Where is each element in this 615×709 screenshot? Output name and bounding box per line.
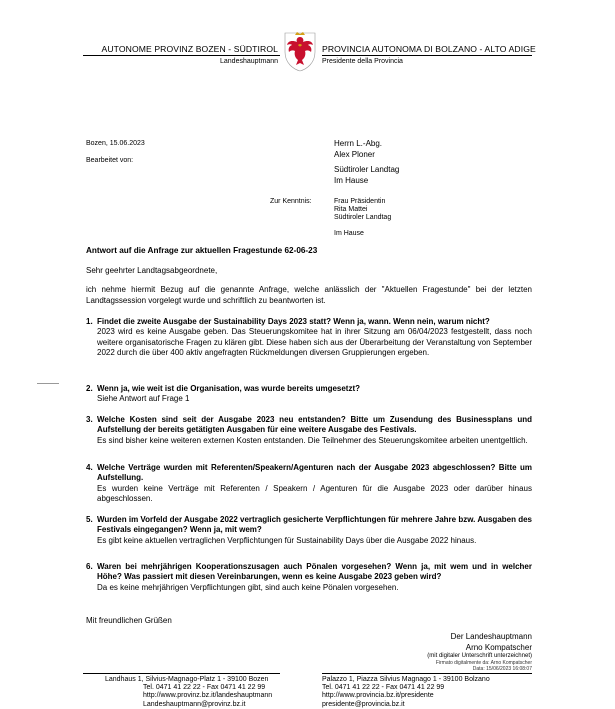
- letter-intro: ich nehme hiermit Bezug auf die genannte Anfrage, welche anlässlich der "Aktuellen Fragestunde" bei der letzten Landtagssession vorgelegt wurde und schriftlich zu beantworten ist.: [86, 285, 532, 305]
- answer-text: Es wurden keine Verträge mit Referenten / Speakern / Agenturen für die Ausgabe 2023 oder darüber hinaus abgeschlossen.: [97, 483, 532, 504]
- question-text: Welche Kosten sind seit der Ausgabe 2023 neu entstanden? Bitte um Zusendung des Businessplans und Aufstellung der bereits getätigten Ausgaben für eine weitere Ausgabe des Festivals.: [97, 415, 532, 435]
- header-rule-left: [83, 55, 280, 56]
- question-text: Wenn ja, wie weit ist die Organisation, was wurde bereits umgesetzt?: [97, 384, 361, 393]
- question-text: Waren bei mehrjährigen Kooperationszusagen auch Pönalen vorgesehen? Wenn ja, mit wem und in welcher Höhe? Was passiert mit diesen Vereinbarungen, wenn es keine Ausgabe 2023 geben wird?: [97, 562, 532, 582]
- header-rule-right: [322, 55, 532, 56]
- cc-line: Im Hause: [334, 230, 364, 237]
- footer-rule-right: [322, 673, 532, 674]
- question-number: 5.: [86, 515, 93, 524]
- letter-date: Bozen, 15.06.2023: [86, 140, 145, 147]
- letter-subject: Antwort auf die Anfrage zur aktuellen Fragestunde 62-06-23: [86, 246, 318, 255]
- footer-address-left: [105, 676, 272, 709]
- digital-signature-line: Firmato digitalmente da: Arno Kompatscher: [435, 660, 532, 666]
- signature-title: Der Landeshauptmann: [450, 632, 532, 641]
- footer-email[interactable]: presidente@provincia.bz.it: [322, 700, 405, 708]
- recipient-line: Herrn L.-Abg.: [334, 139, 383, 148]
- answer-text: Es sind bisher keine weiteren externen Kosten entstanden. Die Teilnehmer des Steuerungskomitee arbeiten unentgeltlich.: [97, 435, 528, 445]
- signature-note: (mit digitaler Unterschrift unterzeichnet): [427, 653, 532, 659]
- footer-link[interactable]: http://www.provincia.bz.it/presidente: [322, 692, 434, 700]
- question-text: Welche Verträge wurden mit Referenten/Speakern/Agenturen nach der Ausgabe 2023 abgeschlossen? Bitte um Aufstellung.: [97, 463, 532, 483]
- question-number: 1.: [86, 317, 93, 326]
- letter-closing: Mit freundlichen Grüßen: [86, 616, 172, 625]
- footer-email[interactable]: Landeshauptmann@provinz.bz.it: [143, 700, 246, 708]
- header-right-subtitle: Presidente della Provincia: [322, 58, 403, 65]
- eagle-crest-icon: [283, 30, 317, 72]
- letter-salutation: Sehr geehrter Landtagsabgeordnete,: [86, 266, 218, 275]
- footer-line: Tel. 0471 41 22 22 - Fax 0471 41 22 99: [322, 684, 445, 692]
- cc-line: Frau Präsidentin: [334, 198, 386, 205]
- cc-label: Zur Kenntnis:: [270, 198, 312, 205]
- footer-line: Palazzo 1, Piazza Silvius Magnago 1 - 39100 Bolzano: [322, 676, 490, 683]
- question-item: [86, 463, 532, 505]
- question-number: 3.: [86, 415, 93, 424]
- header-left-subtitle: Landeshauptmann: [220, 58, 278, 65]
- answer-text: Da es keine mehrjährigen Verpflichtungen gibt, sind auch keine Pönalen vorgesehen.: [97, 582, 399, 592]
- footer-address-right: [322, 676, 490, 709]
- answer-text: Es gibt keine aktuellen vertraglichen Verpflichtungen für Sustainability Days über die Ausgabe 2022 hinaus.: [97, 535, 477, 545]
- footer-line: Landhaus 1, Silvius-Magnago-Platz 1 - 39100 Bozen: [105, 676, 269, 683]
- question-item: [86, 515, 532, 546]
- question-item: [86, 384, 532, 405]
- question-number: 6.: [86, 562, 93, 571]
- question-text: Wurden im Vorfeld der Ausgabe 2022 vertraglich gesicherte Verpflichtungen für mehrere Jahre bzw. Ausgaben des Festivals eingegangen? Wenn ja, mit wem?: [97, 515, 532, 535]
- recipient-line: Südtiroler Landtag: [334, 165, 400, 174]
- edited-by-label: Bearbeitet von:: [86, 157, 134, 164]
- question-item: [86, 562, 532, 593]
- cc-line: Südtiroler Landtag: [334, 214, 392, 221]
- footer-rule-left: [83, 673, 280, 674]
- header-right-title: PROVINCIA AUTONOMA DI BOLZANO - ALTO ADIGE: [322, 44, 536, 54]
- header-left-title: AUTONOME PROVINZ BOZEN - SÜDTIROL: [101, 44, 278, 54]
- recipient-line: Im Hause: [334, 176, 369, 185]
- question-number: 2.: [86, 384, 93, 393]
- cc-line: Rita Mattei: [334, 206, 368, 213]
- question-number: 4.: [86, 463, 93, 472]
- question-text: Findet die zweite Ausgabe der Sustainability Days 2023 statt? Wenn ja, wann. Wenn nein, warum nicht?: [97, 317, 490, 326]
- question-item: [86, 317, 532, 359]
- footer-link[interactable]: http://www.provinz.bz.it/landeshauptmann: [143, 692, 273, 700]
- signature-name: Arno Kompatscher: [465, 643, 532, 652]
- digital-signature-date: Data: 15/06/2023 16:08:07: [472, 666, 532, 672]
- question-item: [86, 415, 532, 446]
- recipient-line: Alex Ploner: [334, 150, 375, 159]
- margin-fold-mark: [37, 383, 59, 384]
- answer-text: 2023 wird es keine Ausgabe geben. Das Steuerungskomitee hat in ihrer Sitzung am 06/04/2023 festgestellt, dass noch weitere organisatorische Fragen zu klären gibt. Diese haben sich aus der Überarbeitung der Veranstaltung von September 2022 durch die über 400 aktiv angefragten Rückmeldungen diversen Gruppierungen ergeben.: [97, 327, 532, 358]
- answer-text: Siehe Antwort auf Frage 1: [97, 394, 190, 404]
- footer-line: Tel. 0471 41 22 22 - Fax 0471 41 22 99: [143, 684, 266, 692]
